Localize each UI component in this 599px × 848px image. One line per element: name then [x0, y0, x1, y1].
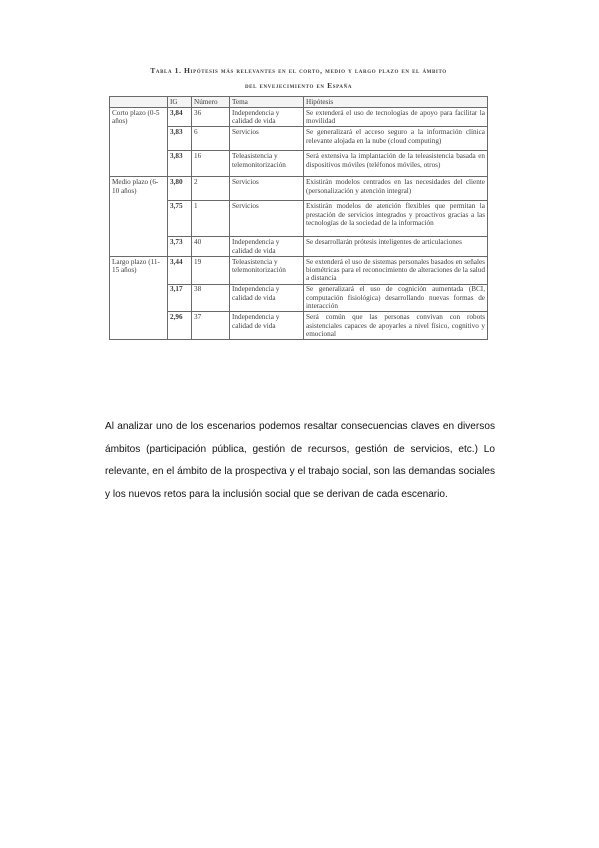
cell-hipotesis: Será extensiva la implantación de la teleasistencia basada en dispositivos móviles (teléfonos móviles, otros) — [304, 151, 488, 177]
cell-hipotesis: Se generalizará el acceso seguro a la información clínica relevante alojada en la nube (cloud computing) — [304, 127, 488, 151]
cell-ig: 3,80 — [168, 177, 192, 201]
cell-tema: Independencia y calidad de vida — [230, 312, 304, 340]
cell-plazo: Largo plazo (11-15 años) — [110, 256, 168, 339]
paragraph-line: Al analizar uno de los escenarios podemos resaltar consecuencias claves en diversos — [105, 421, 495, 432]
table-caption-line1: Tabla 1. Hipótesis más relevantes en el corto, medio y largo plazo en el ámbito — [150, 66, 447, 75]
cell-ig: 2,96 — [168, 312, 192, 340]
cell-tema: Servicios — [230, 201, 304, 237]
cell-numero: 1 — [192, 201, 230, 237]
cell-tema: Teleasistencia y telemonitorización — [230, 256, 304, 284]
header-ig: IG — [168, 97, 192, 108]
cell-hipotesis: Existirán modelos de atención flexibles que permitan la prestación de servicios integrados y proactivos gracias a las tecnologías de la sociedad de la información — [304, 201, 488, 237]
cell-ig: 3,83 — [168, 127, 192, 151]
cell-ig: 3,75 — [168, 201, 192, 237]
cell-numero: 19 — [192, 256, 230, 284]
hypotheses-table — [109, 96, 488, 340]
cell-tema: Independencia y calidad de vida — [230, 284, 304, 312]
cell-numero: 6 — [192, 127, 230, 151]
paragraph-line: y los nuevos retos para la inclusión social que se derivan de cada escenario. — [105, 489, 448, 501]
cell-numero: 16 — [192, 151, 230, 177]
header-numero: Número — [192, 97, 230, 108]
cell-ig: 3,73 — [168, 237, 192, 256]
cell-ig: 3,83 — [168, 151, 192, 177]
cell-numero: 38 — [192, 284, 230, 312]
cell-hipotesis: Será común que las personas convivan con robots asistenciales capaces de apoyarles a nivel físico, cognitivo y emocional — [304, 312, 488, 340]
table-figure — [104, 62, 493, 400]
table-body — [110, 108, 488, 340]
cell-tema: Independencia y calidad de vida — [230, 108, 304, 127]
cell-ig: 3,17 — [168, 284, 192, 312]
header-hipotesis: Hipótesis — [304, 97, 488, 108]
cell-hipotesis: Se generalizará el uso de cognición aumentada (BCI, computación fisiológica) desarrollando nuevas formas de interacción — [304, 284, 488, 312]
paragraph-line: relevante, en el ámbito de la prospectiva y el trabajo social, son las demandas sociales — [105, 466, 495, 478]
cell-ig: 3,84 — [168, 108, 192, 127]
cell-hipotesis: Se extenderá el uso de tecnologías de apoyo para facilitar la movilidad — [304, 108, 488, 127]
cell-numero: 2 — [192, 177, 230, 201]
cell-tema: Servicios — [230, 127, 304, 151]
cell-numero: 36 — [192, 108, 230, 127]
table-row — [110, 108, 488, 127]
table-caption-line2: del envejecimiento en España — [244, 81, 353, 90]
table-header-row — [110, 97, 488, 108]
cell-plazo: Medio plazo (6-10 años) — [110, 177, 168, 256]
paragraph-line: ámbitos (participación pública, gestión de recursos, gestión de servicios, etc.) Lo — [105, 443, 495, 455]
cell-ig: 3,44 — [168, 256, 192, 284]
cell-tema: Independencia y calidad de vida — [230, 237, 304, 256]
cell-hipotesis: Se extenderá el uso de sistemas personales basados en señales biométricas para el reconocimiento de alteraciones de la salud a distancia — [304, 256, 488, 284]
table-row — [110, 177, 488, 201]
table-row — [110, 256, 488, 284]
cell-hipotesis: Existirán modelos centrados en las necesidades del cliente (personalización y atención integral) — [304, 177, 488, 201]
cell-hipotesis: Se desarrollarán prótesis inteligentes de articulaciones — [304, 237, 488, 256]
cell-numero: 40 — [192, 237, 230, 256]
cell-tema: Servicios — [230, 177, 304, 201]
header-tema: Tema — [230, 97, 304, 108]
header-plazo — [110, 97, 168, 108]
cell-numero: 37 — [192, 312, 230, 340]
cell-tema: Teleasistencia y telemonitorización — [230, 151, 304, 177]
cell-plazo: Corto plazo (0-5 años) — [110, 108, 168, 177]
body-paragraph — [105, 416, 495, 507]
